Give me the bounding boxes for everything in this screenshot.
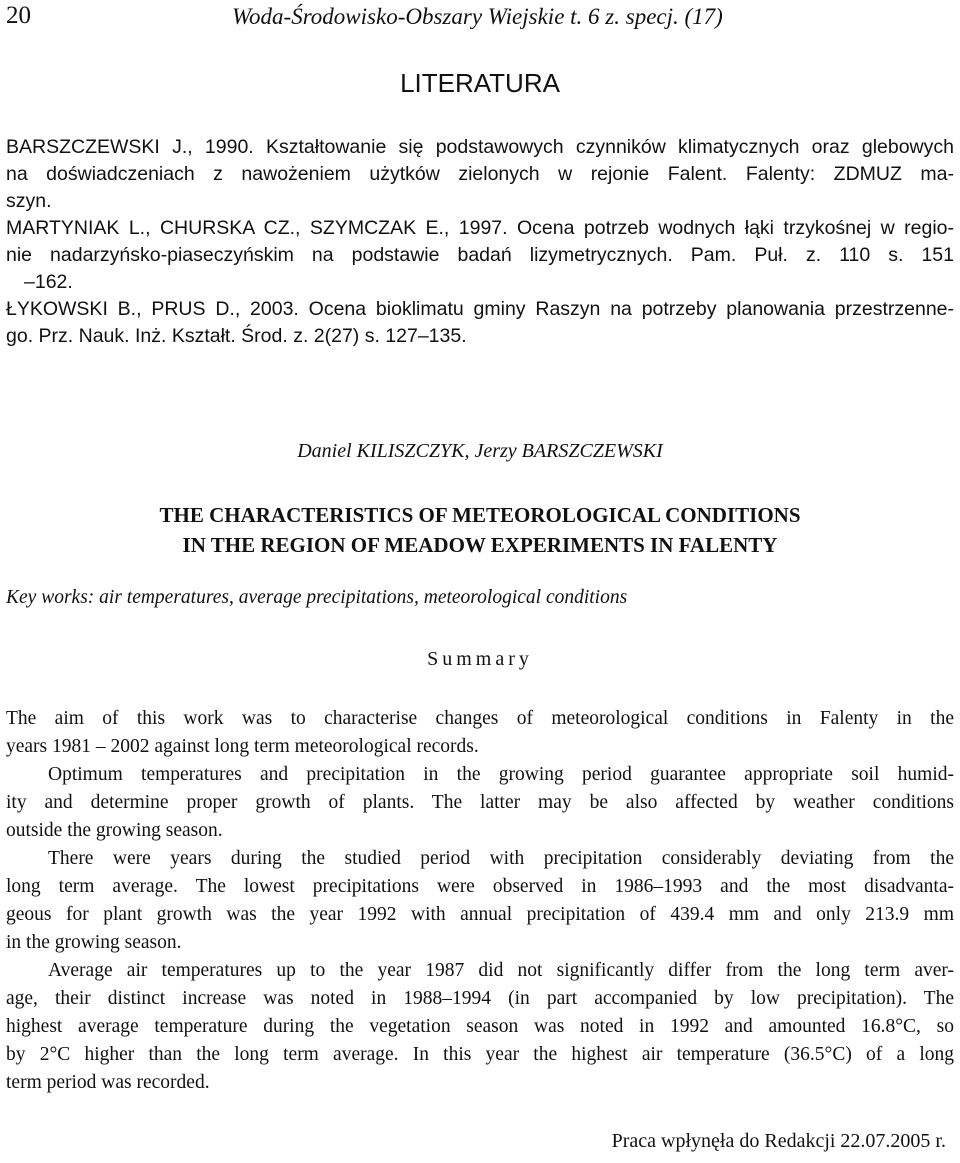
- paragraph-line: Average air temperatures up to the year 1987 did not significantly differ from the long term aver-: [48, 960, 954, 981]
- reference-list: [6, 134, 954, 350]
- article-title-line: IN THE REGION OF MEADOW EXPERIMENTS IN FALENTY: [182, 533, 778, 557]
- paragraph-line: age, their distinct increase was noted in 1988–1994 (in part accompanied by low precipitation). The: [6, 988, 954, 1009]
- reference-line: na doświadczeniach z nawożeniem użytków zielonych w rejonie Falent. Falenty: ZDMUZ ma-: [6, 163, 954, 185]
- reference-line: nie nadarzyńsko-piaseczyńskim na podstawie badań lizymetrycznych. Pam. Puł. z. 110 s. 151: [6, 244, 954, 266]
- literature-heading: LITERATURA: [400, 68, 560, 98]
- paragraph-line: outside the growing season.: [6, 820, 223, 841]
- summary-paragraph: [6, 705, 954, 761]
- reference-line: ŁYKOWSKI B., PRUS D., 2003. Ocena bioklimatu gminy Raszyn na potrzeby planowania przestrzenne-: [6, 298, 954, 320]
- received-date: Praca wpłynęła do Redakcji 22.07.2005 r.: [611, 1130, 946, 1152]
- summary-paragraph: [6, 957, 954, 1097]
- summary-paragraph: [6, 845, 954, 957]
- reference-item: [6, 134, 954, 215]
- summary-heading: Summary: [427, 648, 533, 670]
- paragraph-line: by 2°C higher than the long term average. In this year the highest air temperature (36.5°C) of a long: [6, 1044, 954, 1065]
- keywords: Key works: air temperatures, average precipitations, meteorological conditions: [6, 587, 628, 608]
- page-header: [6, 2, 954, 32]
- paragraph-line: term period was recorded.: [6, 1072, 210, 1093]
- paragraph-line: There were years during the studied period with precipitation considerably deviating from the: [48, 848, 954, 869]
- paragraph-line: in the growing season.: [6, 932, 182, 953]
- reference-line: go. Prz. Nauk. Inż. Kształt. Środ. z. 2(27) s. 127–135.: [6, 325, 467, 347]
- article-title: [0, 500, 960, 560]
- article-authors: Daniel KILISZCZYK, Jerzy BARSZCZEWSKI: [297, 440, 663, 462]
- paragraph-line: years 1981 – 2002 against long term meteorological records.: [6, 736, 479, 757]
- journal-title: Woda-Środowisko-Obszary Wiejskie t. 6 z. specj. (17): [232, 4, 723, 29]
- paragraph-line: geous for plant growth was the year 1992 with annual precipitation of 439.4 mm and only 213.9 mm: [6, 904, 954, 925]
- reference-line: –162.: [24, 271, 73, 293]
- reference-item: [6, 296, 954, 350]
- page-number: 20: [6, 2, 31, 29]
- paragraph-line: Optimum temperatures and precipitation in the growing period guarantee appropriate soil humid-: [48, 764, 954, 785]
- paragraph-line: ity and determine proper growth of plants. The latter may be also affected by weather conditions: [6, 792, 954, 813]
- paragraph-line: long term average. The lowest precipitations were observed in 1986–1993 and the most disadvanta-: [6, 876, 954, 897]
- summary-body: [6, 705, 954, 1097]
- reference-item: [6, 215, 954, 296]
- reference-line: szyn.: [6, 190, 52, 212]
- reference-line: MARTYNIAK L., CHURSKA CZ., SZYMCZAK E., 1997. Ocena potrzeb wodnych łąki trzykośnej w regio-: [6, 217, 954, 239]
- reference-line: BARSZCZEWSKI J., 1990. Kształtowanie się podstawowych czynników klimatycznych oraz glebowych: [6, 136, 954, 158]
- paragraph-line: The aim of this work was to characterise changes of meteorological conditions in Falenty in the: [6, 708, 954, 729]
- paragraph-line: highest average temperature during the vegetation season was noted in 1992 and amounted 16.8°C, so: [6, 1016, 954, 1037]
- summary-paragraph: [6, 761, 954, 845]
- article-title-line: THE CHARACTERISTICS OF METEOROLOGICAL CONDITIONS: [159, 503, 801, 527]
